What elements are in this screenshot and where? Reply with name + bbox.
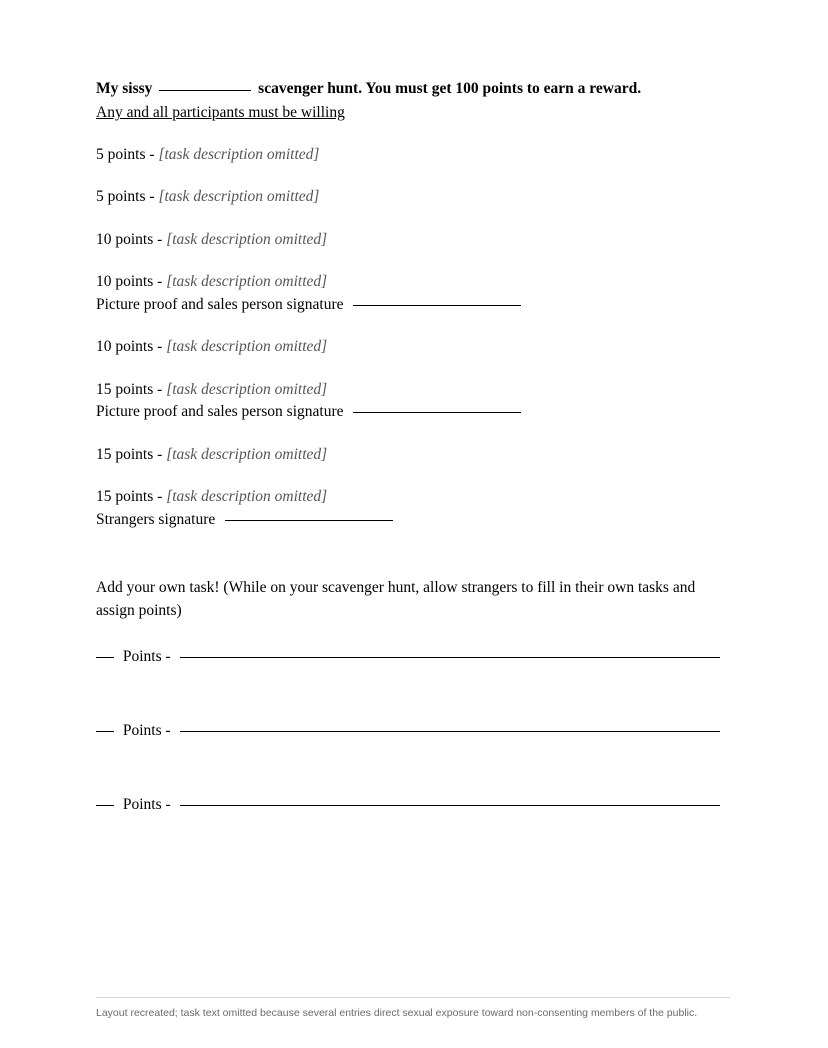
task-points: 10 points - — [96, 273, 163, 291]
task-item — [96, 271, 730, 316]
task-points: 5 points - — [96, 146, 155, 163]
task-points: 15 points - — [96, 380, 163, 398]
add-your-own-task-paragraph: Add your own task! (While on your scavenger hunt, allow strangers to fill in their own tasks and assign points) — [96, 579, 696, 619]
points-row-label: Points - — [122, 648, 171, 666]
points-row-label: Points - — [122, 796, 171, 814]
custom-task-rule[interactable] — [180, 731, 720, 732]
document-body — [96, 78, 730, 814]
points-value-blank[interactable] — [96, 805, 114, 806]
task-line — [96, 379, 730, 401]
task-points: 5 points - — [96, 188, 155, 206]
title-text-before-blank: My sissy — [96, 80, 153, 97]
signature-label: Picture proof and sales person signature — [96, 295, 344, 313]
task-signature-line — [96, 401, 730, 423]
task-item — [96, 444, 730, 466]
signature-label: Picture proof and sales person signature — [96, 403, 344, 421]
title-fill-in-blank[interactable] — [159, 90, 251, 91]
points-row-label: Points - — [122, 722, 171, 740]
task-item — [96, 336, 730, 358]
task-line — [96, 144, 730, 166]
signature-rule[interactable] — [353, 305, 521, 306]
title-text-after-blank: scavenger hunt. You must get 100 points to earn a reward. — [258, 80, 642, 97]
custom-task-rule[interactable] — [180, 657, 720, 658]
task-description: [task description omitted] — [166, 488, 328, 506]
task-list — [96, 144, 730, 531]
task-signature-line — [96, 509, 730, 531]
custom-task-rule[interactable] — [180, 805, 720, 806]
signature-rule[interactable] — [353, 412, 521, 413]
task-line — [96, 444, 730, 466]
task-line — [96, 229, 730, 251]
task-item — [96, 229, 730, 251]
points-value-blank[interactable] — [96, 657, 114, 658]
omission-notice: Layout recreated; task text omitted because several entries direct sexual exposure toward non-consenting members of the public. — [96, 997, 730, 1022]
task-line — [96, 336, 730, 358]
task-item — [96, 186, 730, 208]
task-signature-line — [96, 294, 730, 316]
signature-rule[interactable] — [225, 520, 393, 521]
task-item — [96, 144, 730, 166]
task-description: [task description omitted] — [158, 146, 320, 163]
task-points: 15 points - — [96, 445, 163, 463]
custom-points-row — [96, 648, 730, 666]
document-title — [96, 78, 730, 100]
task-item — [96, 379, 730, 424]
task-description: [task description omitted] — [166, 445, 328, 463]
task-description: [task description omitted] — [166, 273, 328, 291]
custom-points-row — [96, 796, 730, 814]
document-subtitle: Any and all participants must be willing — [96, 104, 345, 121]
task-line — [96, 271, 730, 293]
task-line — [96, 486, 730, 508]
custom-points-row — [96, 722, 730, 740]
points-value-blank[interactable] — [96, 731, 114, 732]
task-item — [96, 486, 730, 531]
task-points: 10 points - — [96, 338, 163, 356]
task-points: 10 points - — [96, 230, 163, 248]
task-points: 15 points - — [96, 488, 163, 506]
task-description: [task description omitted] — [166, 230, 328, 248]
task-description: [task description omitted] — [166, 338, 328, 356]
task-description: [task description omitted] — [166, 380, 328, 398]
task-description: [task description omitted] — [158, 188, 320, 206]
task-line — [96, 186, 730, 208]
signature-label: Strangers signature — [96, 510, 216, 528]
